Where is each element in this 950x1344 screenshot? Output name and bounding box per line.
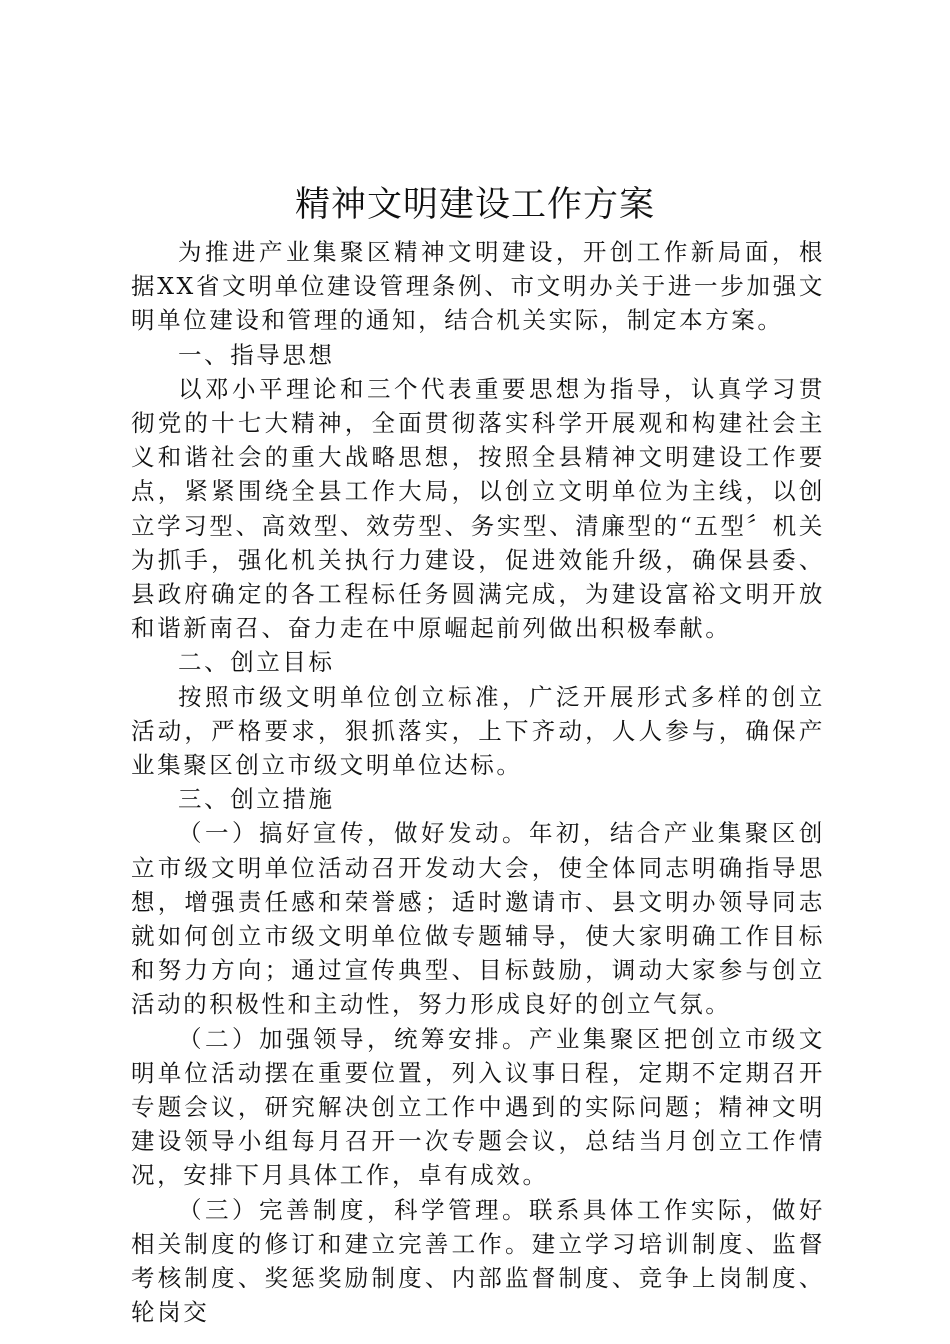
guiding-ideology-paragraph: 以邓小平理论和三个代表重要思想为指导，认真学习贯彻党的十七大精神，全面贯彻落实科学开展观和构建社会主义和谐社会的重大战略思想，按照全县精神文明建设工作要点，紧紧围绕全县工作大局，以创立文明单位为主线，以创立学习型、高效型、效劳型、务实型、清廉型的“五型〞机关为抓手，强化机关执行力建设，促进效能升级，确保县委、县政府确定的各工程标任务圆满完成，为建设富裕文明开放和谐新南召、奋力走在中原崛起前列做出积极奉献。: [131, 374, 825, 643]
section-heading-goals: 二、创立目标: [178, 648, 335, 677]
measure-3-paragraph: （三）完善制度，科学管理。联系具体工作实际，做好相关制度的修订和建立完善工作。建立学习培训制度、监督考核制度、奖惩奖励制度、内部监督制度、竞争上岗制度、轮岗交: [131, 1195, 825, 1327]
measure-1-paragraph: （一）搞好宣传，做好发动。年初，结合产业集聚区创立市级文明单位活动召开发动大会，使全体同志明确指导思想，增强责任感和荣誉感；适时邀请市、县文明办领导同志就如何创立市级文明单位做专题辅导，使大家明确工作目标和努力方向；通过宣传典型、目标鼓励，调动大家参与创立活动的积极性和主动性，努力形成良好的创立气氛。: [131, 819, 825, 1019]
goals-paragraph: 按照市级文明单位创立标准，广泛开展形式多样的创立活动，严格要求，狠抓落实，上下齐动，人人参与，确保产业集聚区创立市级文明单位达标。: [131, 682, 825, 780]
document-title: 精神文明建设工作方案: [294, 185, 655, 225]
section-heading-guiding-ideology: 一、指导思想: [178, 340, 335, 369]
measure-2-paragraph: （二）加强领导，统筹安排。产业集聚区把创立市级文明单位活动摆在重要位置，列入议事日程，定期不定期召开专题会议，研究解决创立工作中遇到的实际问题；精神文明建设领导小组每月召开一次专题会议，总结当月创立工作情况，安排下月具体工作，卓有成效。: [131, 1024, 825, 1190]
section-heading-measures: 三、创立措施: [178, 785, 335, 814]
document-body: [131, 235, 825, 1330]
intro-paragraph: 为推进产业集聚区精神文明建设，开创工作新局面，根据XX省文明单位建设管理条例、市文明办关于进一步加强文明单位建设和管理的通知，结合机关实际，制定本方案。: [131, 238, 825, 335]
